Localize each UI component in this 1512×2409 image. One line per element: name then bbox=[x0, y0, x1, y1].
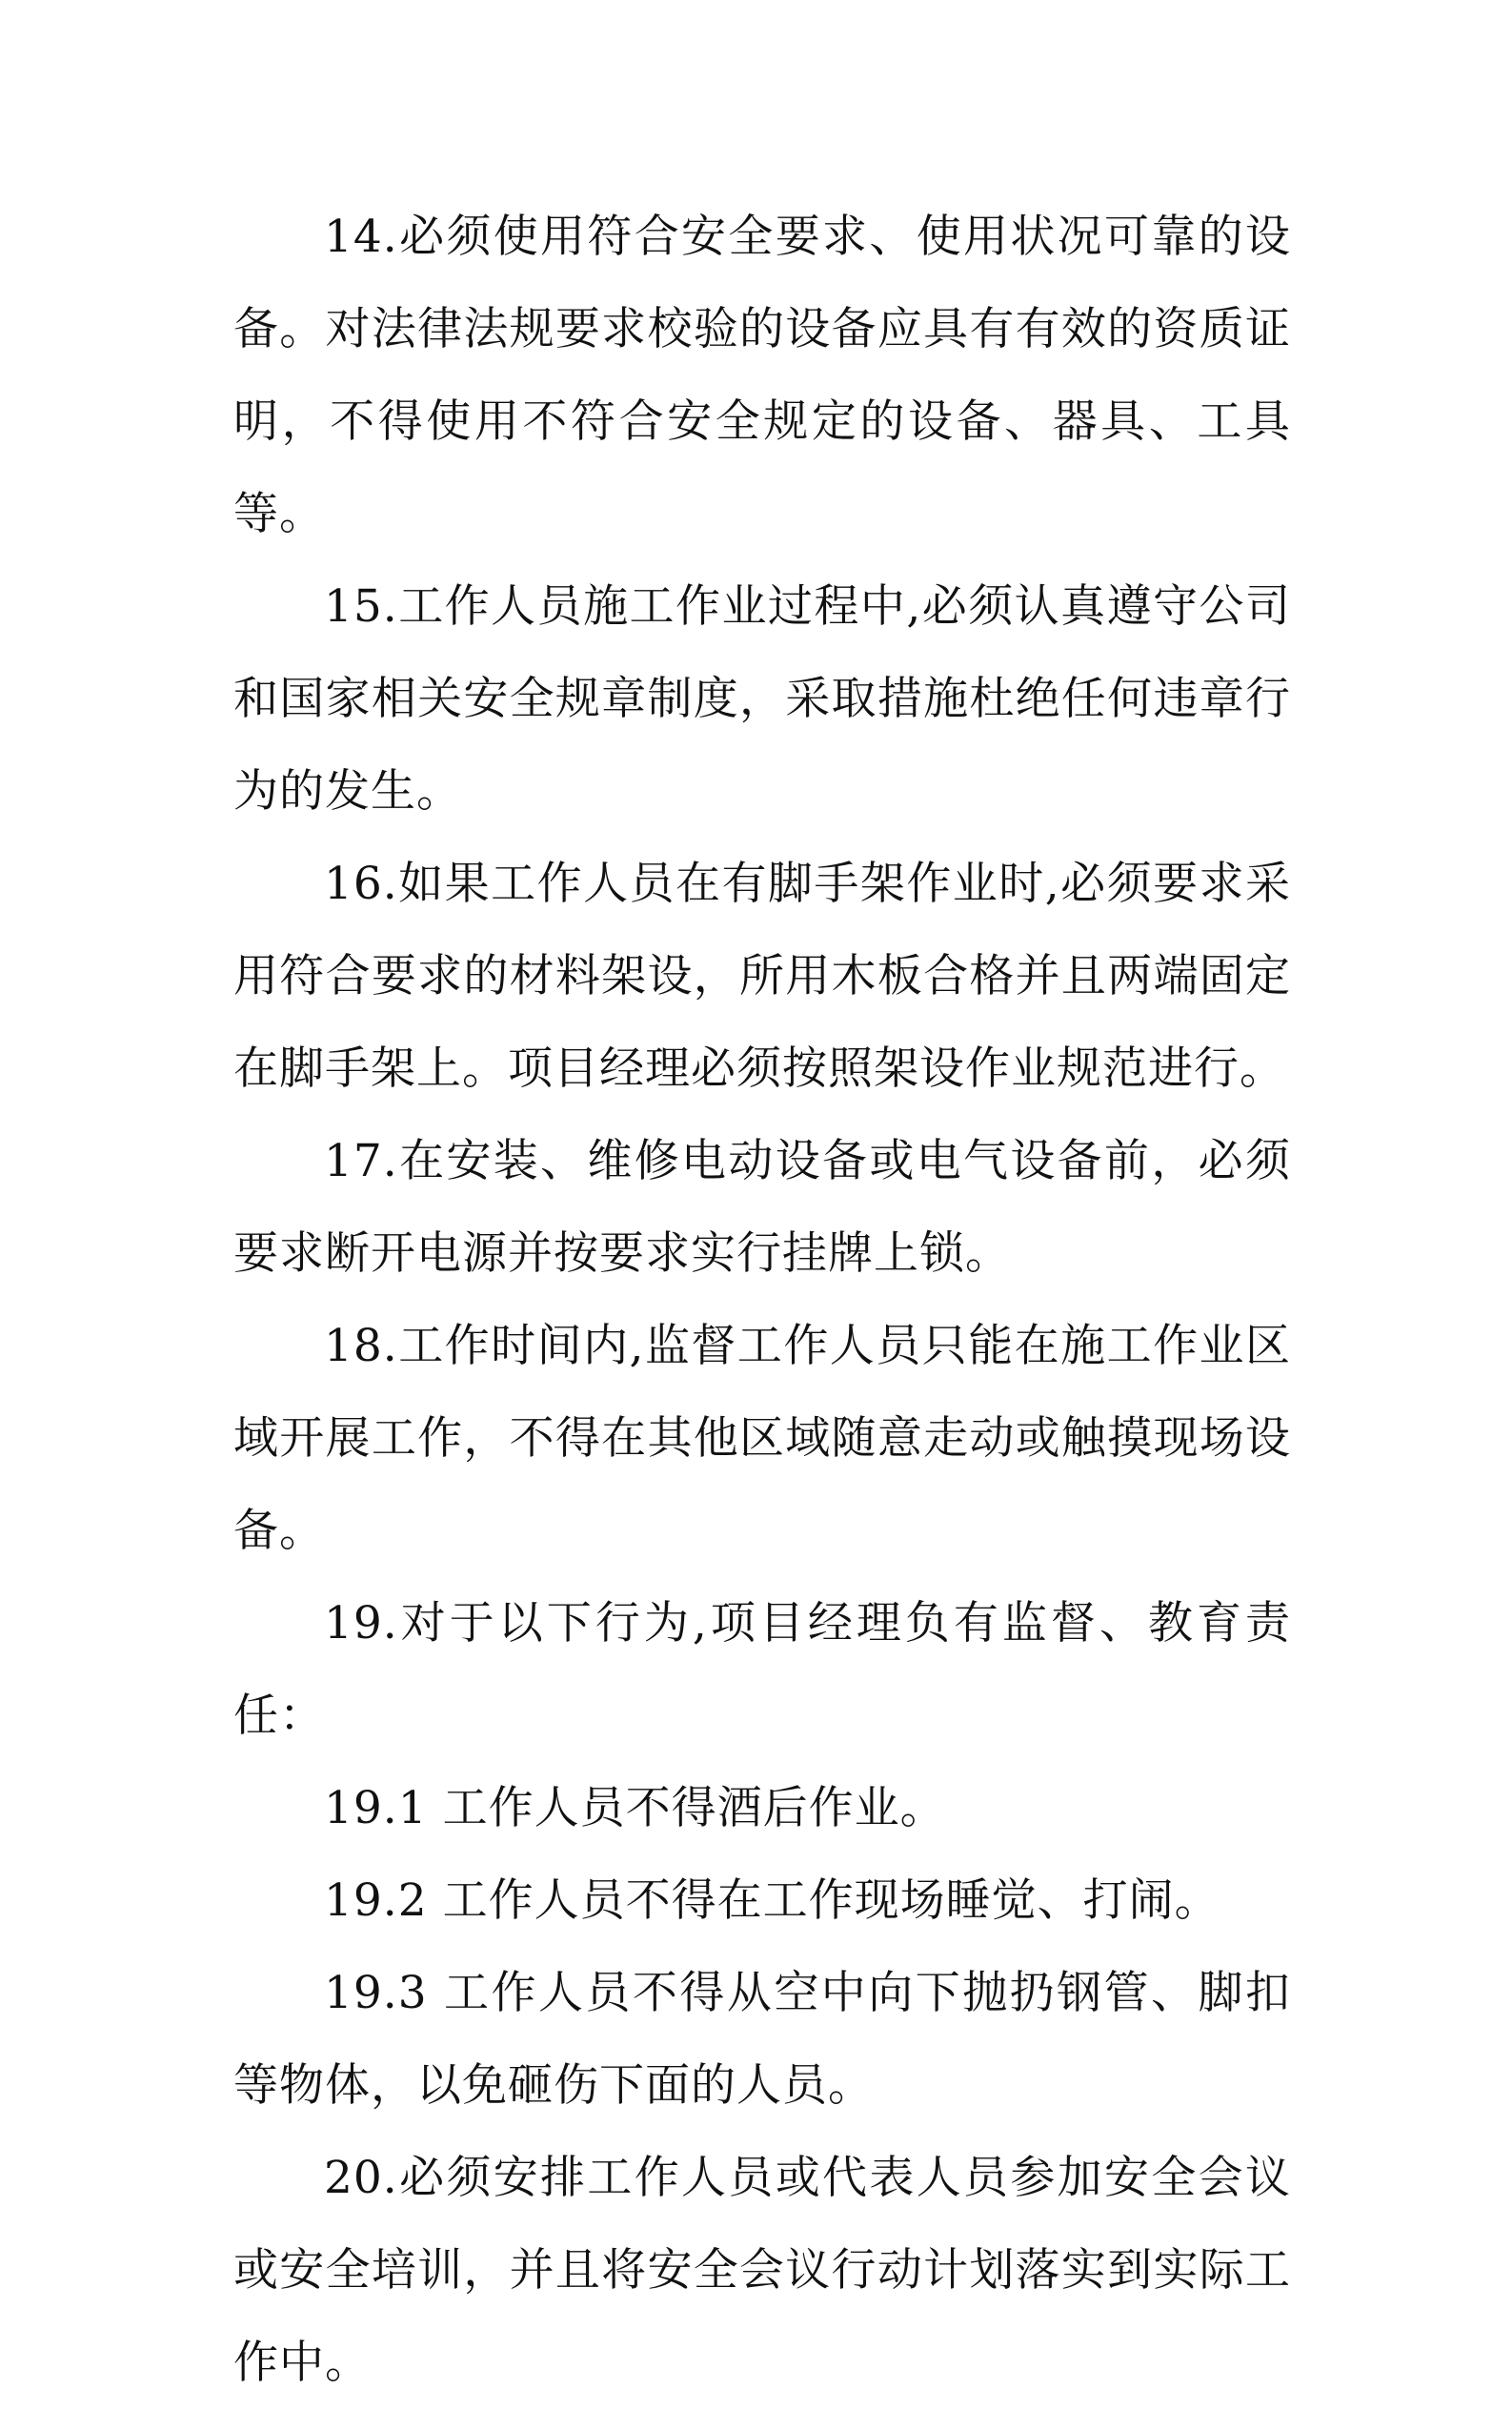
paragraph-19-1: 19.1 工作人员不得酒后作业。 bbox=[324, 1782, 946, 1834]
paragraph-16: 16.如果工作人员在有脚手架作业时,必须要求采用符合要求的材料架设，所用木板合格并且两端固定在脚手架上。项目经理必须按照架设作业规范进行。 bbox=[233, 858, 1291, 1095]
paragraph-17: 17.在安装、维修电动设备或电气设备前，必须要求断开电源并按要求实行挂牌上锁。 bbox=[233, 1135, 1291, 1280]
paragraph-19-3: 19.3 工作人员不得从空中向下抛扔钢管、脚扣等物体，以免砸伤下面的人员。 bbox=[233, 1967, 1291, 2112]
paragraph-15: 15.工作人员施工作业过程中,必须认真遵守公司和国家相关安全规章制度，采取措施杜绝任何违章行为的发生。 bbox=[233, 580, 1291, 818]
paragraph-20: 20.必须安排工作人员或代表人员参加安全会议或安全培训，并且将安全会议行动计划落实到实际工作中。 bbox=[233, 2152, 1291, 2389]
document-body bbox=[233, 191, 1291, 2409]
paragraph-19-2: 19.2 工作人员不得在工作现场睡觉、打闹。 bbox=[324, 1874, 1220, 1927]
paragraph-14: 14.必须使用符合安全要求、使用状况可靠的设备。对法律法规要求校验的设备应具有有效的资质证明，不得使用不符合安全规定的设备、器具、工具等。 bbox=[233, 211, 1291, 540]
paragraph-18: 18.工作时间内,监督工作人员只能在施工作业区域开展工作，不得在其他区域随意走动或触摸现场设备。 bbox=[233, 1320, 1291, 1557]
paragraph-19: 19.对于以下行为,项目经理负有监督、教育责任： bbox=[233, 1597, 1291, 1742]
